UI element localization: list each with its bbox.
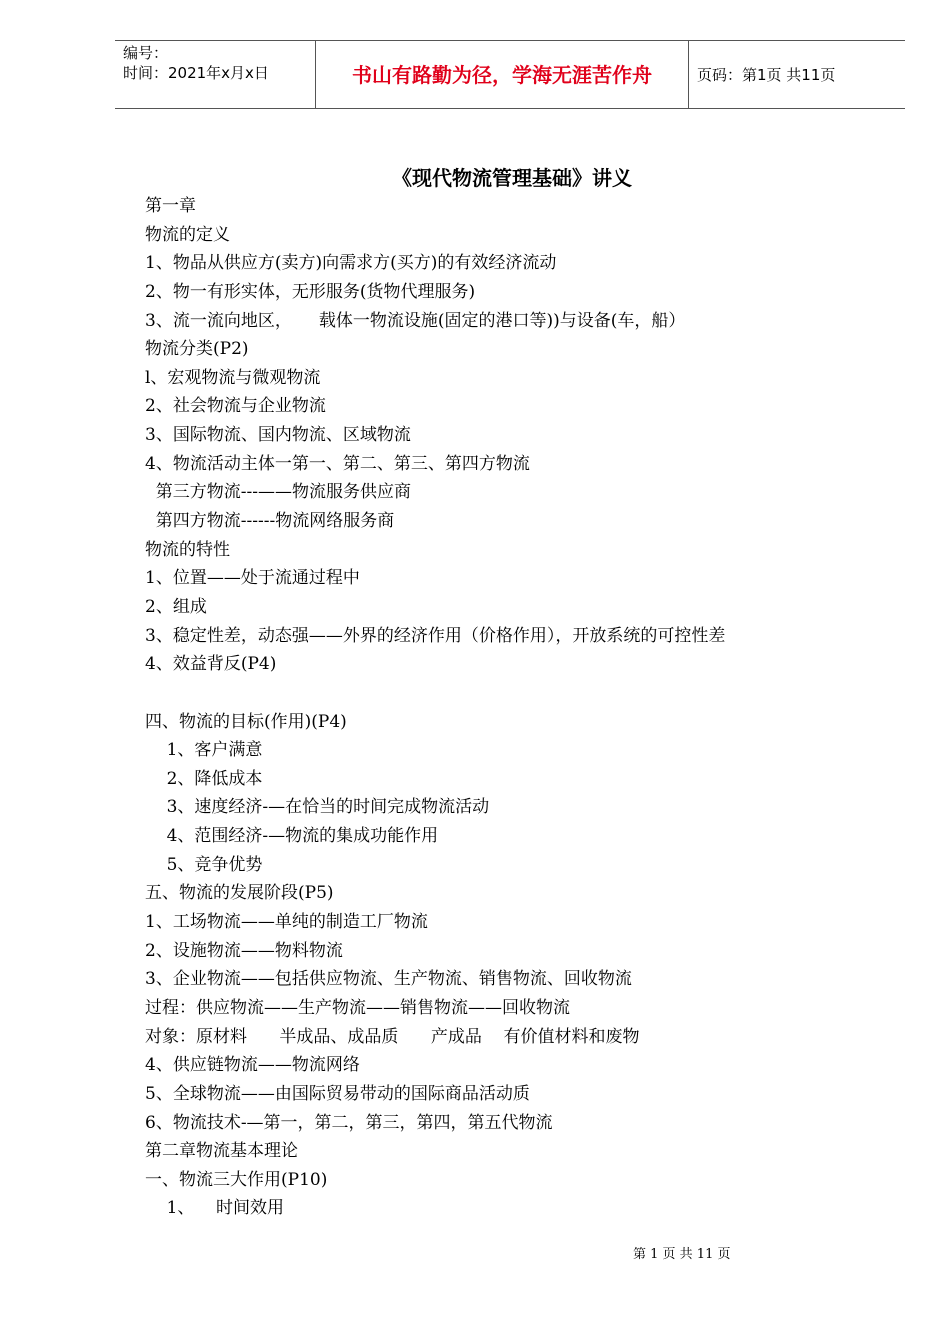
text-line: 2、降低成本 (145, 768, 263, 789)
header-divider (688, 41, 689, 108)
page-header (115, 40, 905, 109)
text-line: 3、国际物流、国内物流、区域物流 (145, 425, 411, 446)
text-line: 4、效益背反(P4) (145, 654, 277, 675)
page-footer: 第 1 页 共 11 页 (633, 1247, 731, 1262)
text-line: l、宏观物流与微观物流 (145, 367, 321, 388)
text-line: 1、物品从供应方(卖方)向需求方(买方)的有效经济流动 (145, 253, 557, 274)
text-line: 第四方物流------物流网络服务商 (145, 511, 395, 532)
text-line: 1、客户满意 (145, 740, 263, 761)
text-line: 4、供应链物流——物流网络 (145, 1055, 360, 1076)
text-line: 1、 时间效用 (145, 1198, 285, 1219)
text-line: 6、物流技术-—第一，第二，第三，第四，第五代物流 (145, 1112, 553, 1133)
text-line: 2、设施物流——物料物流 (145, 940, 343, 961)
document-title: 《现代物流管理基础》讲义 (392, 166, 632, 190)
text-line: 过程：供应物流——生产物流——销售物流——回收物流 (145, 997, 570, 1018)
text-line: 3、企业物流——包括供应物流、生产物流、销售物流、回收物流 (145, 969, 632, 990)
header-page-info: 页码：第1页 共11页 (697, 66, 836, 84)
text-line: 物流的特性 (145, 539, 230, 560)
text-line: 1、工场物流——单纯的制造工厂物流 (145, 912, 428, 933)
number-label: 编号： (123, 44, 169, 62)
text-line: 2、组成 (145, 596, 207, 617)
text-line: 2、社会物流与企业物流 (145, 396, 326, 417)
header-motto: 书山有路勤为径，学海无涯苦作舟 (352, 63, 652, 87)
text-line: 物流的定义 (145, 224, 230, 245)
text-line: 第二章物流基本理论 (145, 1141, 298, 1162)
text-line: 第三方物流---——物流服务供应商 (145, 482, 412, 503)
text-line: 3、稳定性差，动态强——外界的经济作用（价格作用），开放系统的可控性差 (145, 625, 726, 646)
blank-line (145, 679, 845, 708)
text-line: 2、物一有形实体，无形服务(货物代理服务) (145, 281, 476, 302)
text-line: 5、全球物流——由国际贸易带动的国际商品活动质 (145, 1083, 530, 1104)
text-line: 3、速度经济-—在恰当的时间完成物流活动 (145, 797, 490, 818)
text-line: 4、物流活动主体一第一、第二、第三、第四方物流 (145, 453, 530, 474)
text-line: 3、流一流向地区， 载体一物流设施(固定的港口等))与设备(车，船） (145, 310, 686, 331)
text-line: 对象：原材料 半成品、成品质 产成品 有价值材料和废物 (145, 1026, 640, 1047)
text-line: 物流分类(P2) (145, 339, 249, 360)
time-label: 时间：2021年x月x日 (123, 64, 269, 82)
text-line: 第一章 (145, 196, 196, 216)
text-line: 4、范围经济-—物流的集成功能作用 (145, 826, 439, 847)
header-meta (123, 43, 269, 83)
text-line: 5、竞争优势 (145, 854, 263, 875)
text-line: 五、物流的发展阶段(P5) (145, 883, 334, 904)
text-line: 1、位置——处于流通过程中 (145, 568, 360, 589)
text-line: 四、物流的目标(作用)(P4) (145, 711, 347, 732)
document-body (145, 192, 845, 1223)
text-line: 一、物流三大作用(P10) (145, 1169, 328, 1190)
